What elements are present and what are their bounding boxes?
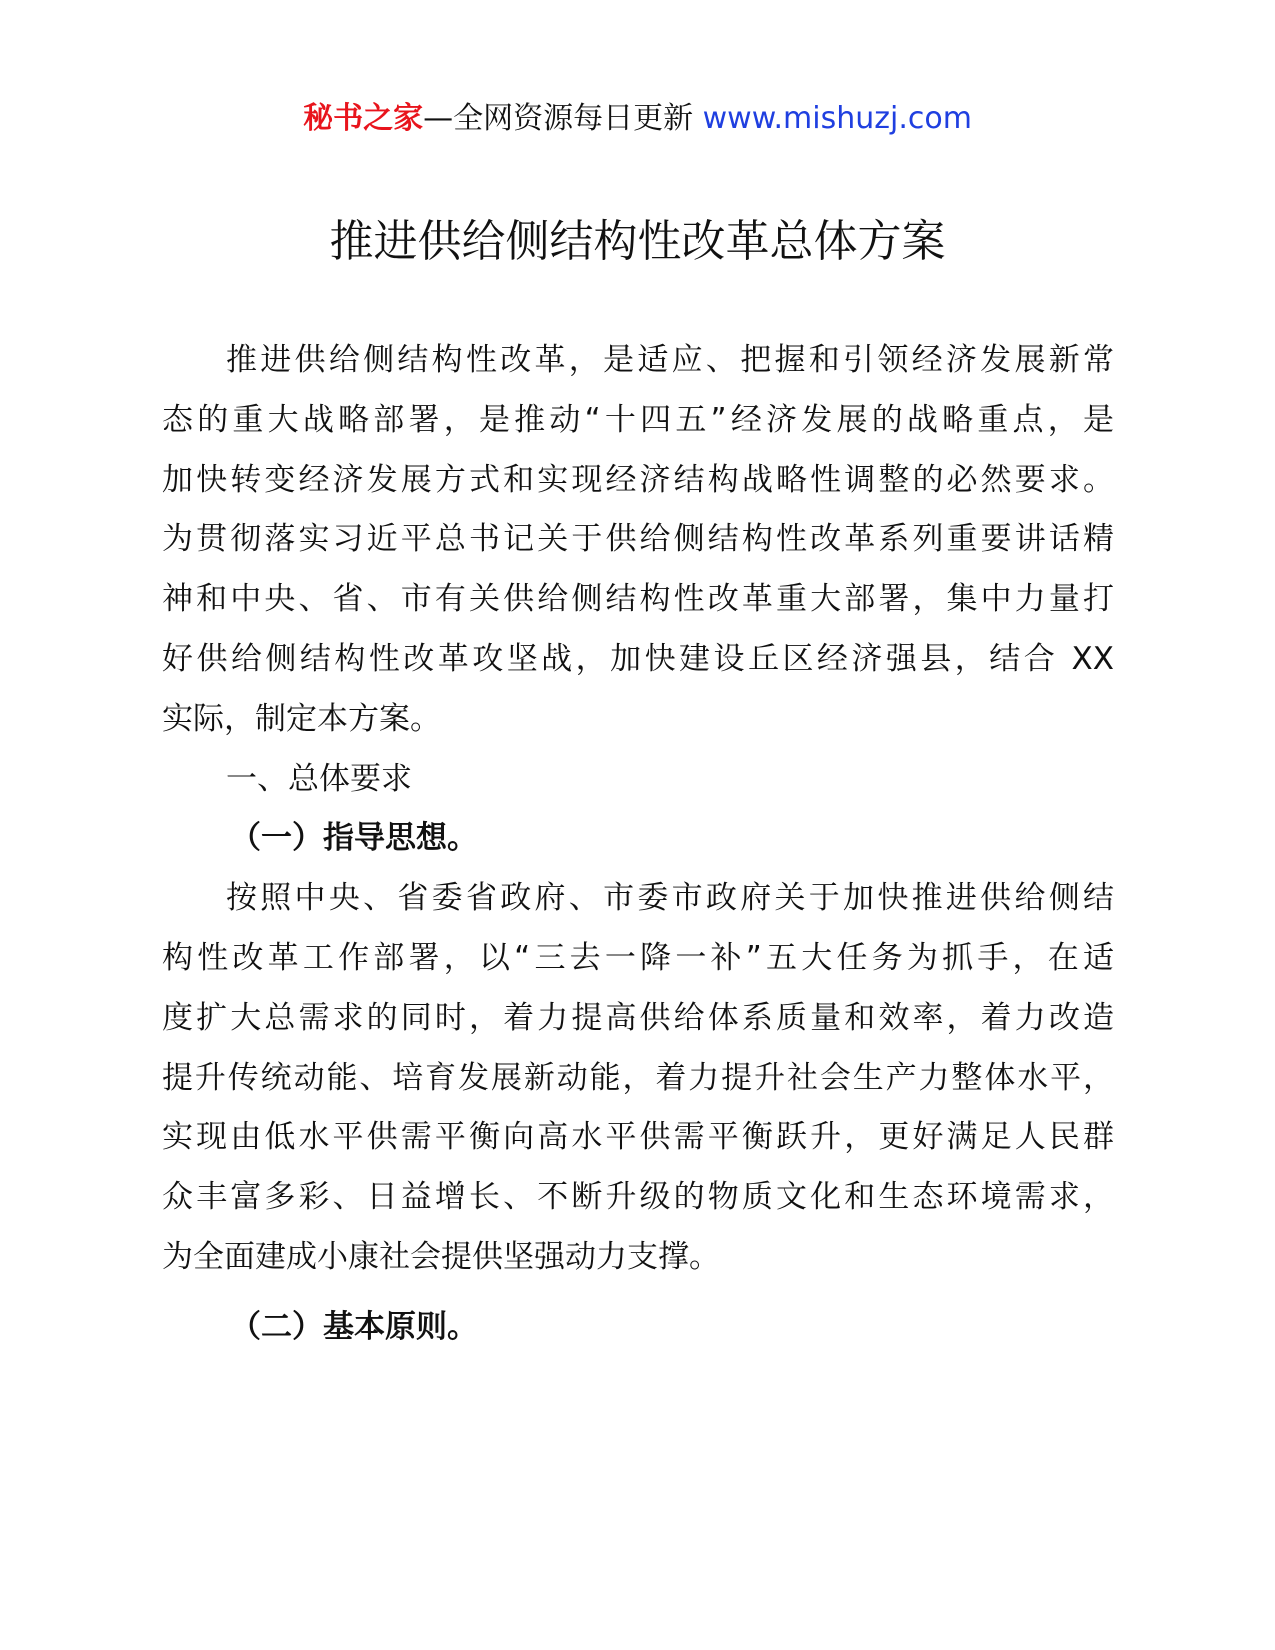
document-body (162, 331, 1114, 1358)
paragraph-line: 实现由低水平供需平衡向高水平供需平衡跃升，更好满足人民群 (162, 1119, 1114, 1156)
header-tagline: —全网资源每日更新 (423, 101, 694, 136)
subsection-heading: （一）指导思想。 (230, 820, 478, 857)
paragraph-line: 为全面建成小康社会提供坚强动力支撑。 (162, 1238, 720, 1275)
paragraph-line: 神和中央、省、市有关供给侧结构性改革重大部署，集中力量打 (162, 581, 1114, 618)
document-title: 推进供给侧结构性改革总体方案 (329, 216, 946, 267)
paragraph-line: 为贯彻落实习近平总书记关于供给侧结构性改革系列重要讲话精 (162, 521, 1114, 558)
paragraph-line: 按照中央、省委省政府、市委市政府关于加快推进供给侧结 (226, 880, 1114, 917)
paragraph-line: 众丰富多彩、日益增长、不断升级的物质文化和生态环境需求， (162, 1179, 1114, 1216)
site-header (0, 98, 1275, 140)
subsection-heading: （二）基本原则。 (230, 1308, 478, 1345)
paragraph-line: 提升传统动能、培育发展新动能，着力提升社会生产力整体水平， (162, 1059, 1114, 1096)
paragraph-line: 推进供给侧结构性改革，是适应、把握和引领经济发展新常 (226, 342, 1114, 378)
paragraph-line: 加快转变经济发展方式和实现经济结构战略性调整的必然要求。 (162, 461, 1114, 498)
site-url-link[interactable]: www.mishuzj.com (702, 101, 972, 136)
paragraph-line: 态的重大战略部署，是推动“十四五”经济发展的战略重点，是 (162, 401, 1114, 438)
brand-name: 秘书之家 (303, 101, 424, 136)
spacer (162, 1288, 1114, 1298)
paragraph-line: 好供给侧结构性改革攻坚战，加快建设丘区经济强县，结合 XX (162, 640, 1114, 677)
paragraph-line: 实际，制定本方案。 (162, 700, 441, 737)
section-heading: 一、总体要求 (226, 760, 412, 797)
paragraph-line: 度扩大总需求的同时，着力提高供给体系质量和效率，着力改造 (162, 999, 1114, 1036)
paragraph-line: 构性改革工作部署，以“三去一降一补”五大任务为抓手，在适 (162, 939, 1114, 976)
